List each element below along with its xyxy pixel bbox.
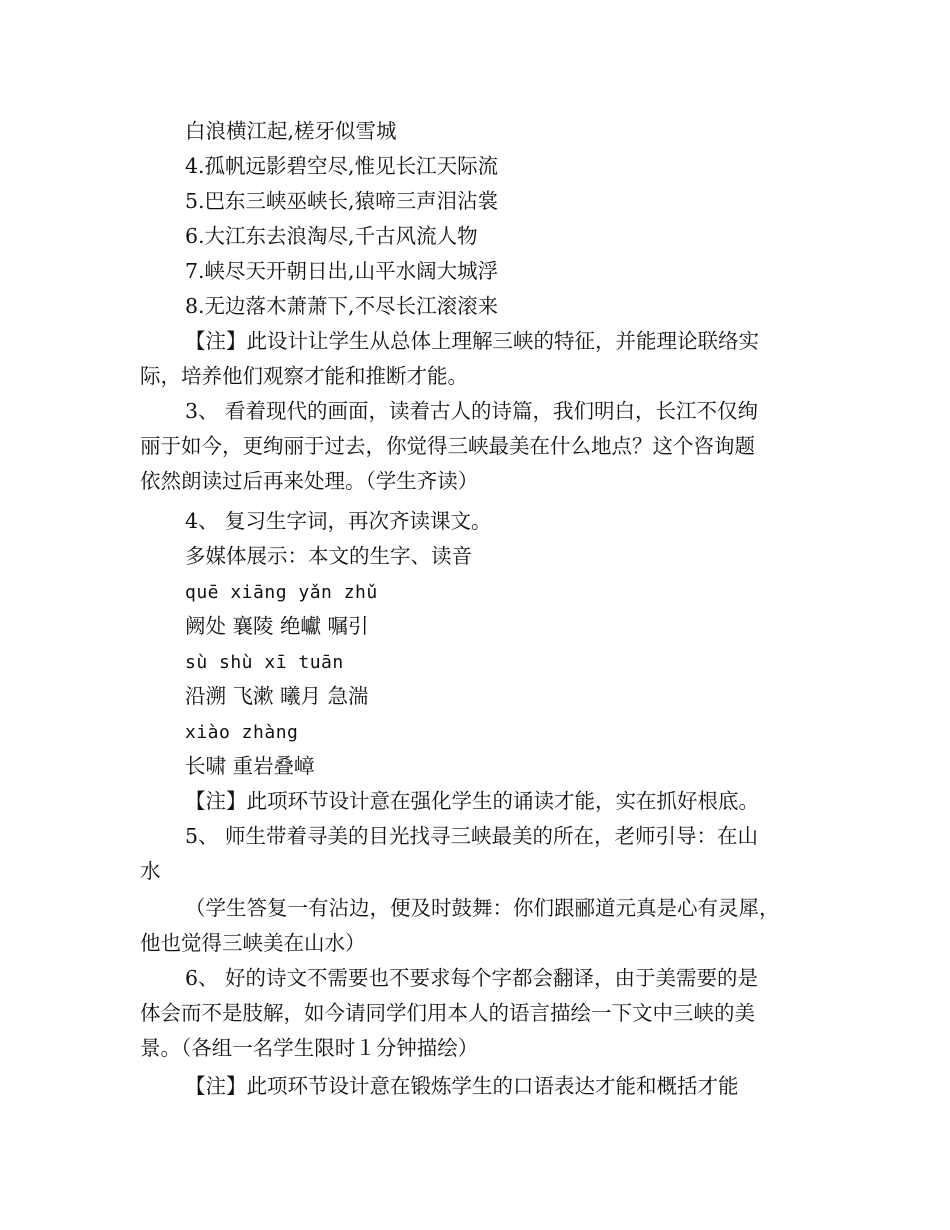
poem-line: 4.孤帆远影碧空尽,惟见长江天际流 (185, 154, 499, 178)
poem-line: 7.峡尽天开朝日出,山平水阔大城浮 (185, 259, 499, 283)
note-paragraph: 际，培养他们观察才能和推断才能。 (140, 364, 468, 388)
step-paragraph: 丽于如今，更绚丽于过去，你觉得三峡最美在什么地点？这个咨询题 (140, 434, 755, 458)
pinyin-line: quē xiāng yǎn zhǔ (185, 582, 378, 603)
step-paragraph: 体会而不是肢解，如今请同学们用本人的语言描绘一下文中三峡的美 (140, 1001, 755, 1025)
media-heading: 多媒体展示：本文的生字、读音 (185, 544, 472, 568)
poem-line: 白浪横江起,槎牙似雪城 (185, 119, 397, 143)
step-paragraph: 依然朗读过后再来处理。（学生齐读） (140, 469, 479, 493)
poem-line: 5.巴东三峡巫峡长,猿啼三声泪沾裳 (185, 189, 499, 213)
step-paragraph: 水 (140, 859, 161, 883)
pinyin-line: xiào zhàng (185, 722, 299, 743)
step-paragraph: 他也觉得三峡美在山水） (140, 931, 366, 955)
vocab-line: 阙处 襄陵 绝巘 嘱引 (185, 614, 369, 638)
step-paragraph: （学生答复一有沾边，便及时鼓舞：你们跟郦道元真是心有灵犀， (185, 896, 780, 920)
vocab-line: 长啸 重岩叠嶂 (185, 754, 315, 778)
step-paragraph: 3、 看着现代的画面，读着古人的诗篇，我们明白，长江不仅绚 (185, 399, 759, 423)
note-paragraph: 【注】此项环节设计意在强化学生的诵读才能，实在抓好根底。 (185, 789, 759, 813)
vocab-line: 沿溯 飞漱 曦月 急湍 (185, 684, 369, 708)
poem-line: 8.无边落木萧萧下,不尽长江滚滚来 (185, 294, 499, 318)
step-paragraph: 5、 师生带着寻美的目光找寻三峡最美的所在，老师引导：在山 (185, 824, 759, 848)
step-paragraph: 4、 复习生字词，再次齐读课文。 (185, 509, 492, 533)
step-paragraph: 6、 好的诗文不需要也不要求每个字都会翻译，由于美需要的是 (185, 966, 759, 990)
note-paragraph: 【注】此设计让学生从总体上理解三峡的特征，并能理论联络实 (185, 329, 759, 353)
poem-line: 6.大江东去浪淘尽,千古风流人物 (185, 224, 478, 248)
step-paragraph: 景。（各组一名学生限时１分钟描绘） (140, 1036, 479, 1060)
pinyin-line: sù shù xī tuān (185, 652, 344, 673)
note-paragraph: 【注】此项环节设计意在锻炼学生的口语表达才能和概括才能 (185, 1074, 739, 1098)
